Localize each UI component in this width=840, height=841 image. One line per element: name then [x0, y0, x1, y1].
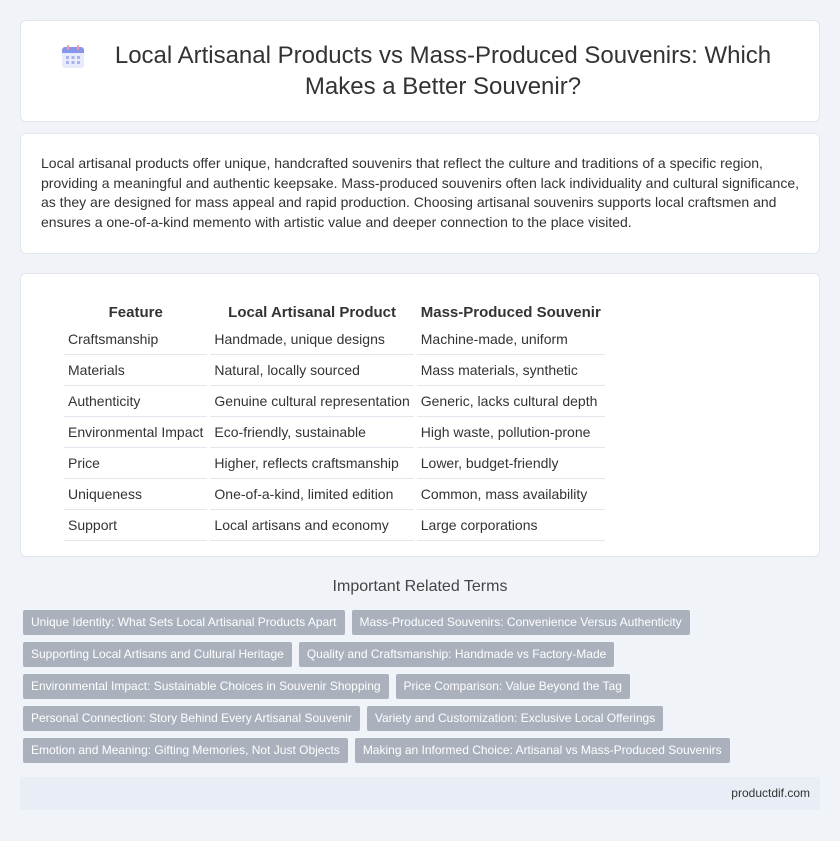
table-cell: Eco-friendly, sustainable: [210, 417, 413, 448]
related-term-tag[interactable]: Personal Connection: Story Behind Every Artisanal Souvenir: [23, 706, 360, 731]
related-term-tag[interactable]: Mass-Produced Souvenirs: Convenience Versus Authenticity: [352, 610, 690, 635]
comparison-table: [61, 298, 608, 541]
table-row: [64, 448, 605, 479]
footer: [20, 777, 820, 810]
table-cell: Authenticity: [64, 386, 207, 417]
tag-row: [23, 610, 823, 635]
table-cell: One-of-a-kind, limited edition: [210, 479, 413, 510]
table-cell: High waste, pollution-prone: [417, 417, 605, 448]
related-term-tag[interactable]: Variety and Customization: Exclusive Local Offerings: [367, 706, 663, 731]
table-header-row: [64, 298, 605, 324]
table-cell: Common, mass availability: [417, 479, 605, 510]
table-cell: Higher, reflects craftsmanship: [210, 448, 413, 479]
title-card: [20, 20, 820, 122]
column-header: Feature: [108, 303, 163, 321]
table-cell: Uniqueness: [64, 479, 207, 510]
intro-paragraph: Local artisanal products offer unique, handcrafted souvenirs that reflect the culture and traditions of a specific region, providing a meaningful and authentic keepsake. Mass-produced souvenirs often lack individuality and cultural significance, as they are designed for mass appeal and rapid production. Choosing artisanal souvenirs supports local craftsmen and ensures a one-of-a-kind memento with artistic value and deeper connection to the place visited.: [41, 155, 799, 230]
table-row: [64, 417, 605, 448]
intro-card: [20, 133, 820, 254]
tag-row: [23, 642, 823, 667]
table-cell: Natural, locally sourced: [210, 355, 413, 386]
table-cell: Craftsmanship: [64, 324, 207, 355]
table-cell: Support: [64, 510, 207, 541]
related-terms-heading: Important Related Terms: [332, 578, 508, 595]
comparison-card: [20, 273, 820, 557]
tag-row: [23, 738, 823, 763]
table-cell: Large corporations: [417, 510, 605, 541]
table-cell: Materials: [64, 355, 207, 386]
table-cell: Handmade, unique designs: [210, 324, 413, 355]
column-header: Local Artisanal Product: [228, 303, 396, 321]
table-cell: Generic, lacks cultural depth: [417, 386, 605, 417]
tag-row: [23, 706, 823, 731]
table-cell: Machine-made, uniform: [417, 324, 605, 355]
table-cell: Mass materials, synthetic: [417, 355, 605, 386]
related-terms-list: [23, 610, 823, 770]
table-row: [64, 324, 605, 355]
related-term-tag[interactable]: Emotion and Meaning: Gifting Memories, Not Just Objects: [23, 738, 348, 763]
related-term-tag[interactable]: Supporting Local Artisans and Cultural Heritage: [23, 642, 292, 667]
title-wrap: [60, 40, 780, 102]
table-cell: Local artisans and economy: [210, 510, 413, 541]
table-cell: Lower, budget-friendly: [417, 448, 605, 479]
table-cell: Environmental Impact: [64, 417, 207, 448]
related-term-tag[interactable]: Quality and Craftsmanship: Handmade vs Factory-Made: [299, 642, 614, 667]
table-row: [64, 386, 605, 417]
table-row: [64, 479, 605, 510]
table-row: [64, 355, 605, 386]
related-term-tag[interactable]: Unique Identity: What Sets Local Artisanal Products Apart: [23, 610, 345, 635]
column-header: Mass-Produced Souvenir: [420, 303, 601, 321]
table-cell: Price: [64, 448, 207, 479]
related-term-tag[interactable]: Environmental Impact: Sustainable Choices in Souvenir Shopping: [23, 674, 389, 699]
table-row: [64, 510, 605, 541]
related-term-tag[interactable]: Making an Informed Choice: Artisanal vs Mass-Produced Souvenirs: [355, 738, 730, 763]
calendar-icon: [60, 44, 86, 70]
tag-row: [23, 674, 823, 699]
related-term-tag[interactable]: Price Comparison: Value Beyond the Tag: [396, 674, 630, 699]
table-cell: Genuine cultural representation: [210, 386, 413, 417]
site-name[interactable]: productdif.com: [731, 786, 810, 800]
page-title: Local Artisanal Products vs Mass-Produced Souvenirs: Which Makes a Better Souvenir?: [114, 42, 772, 100]
